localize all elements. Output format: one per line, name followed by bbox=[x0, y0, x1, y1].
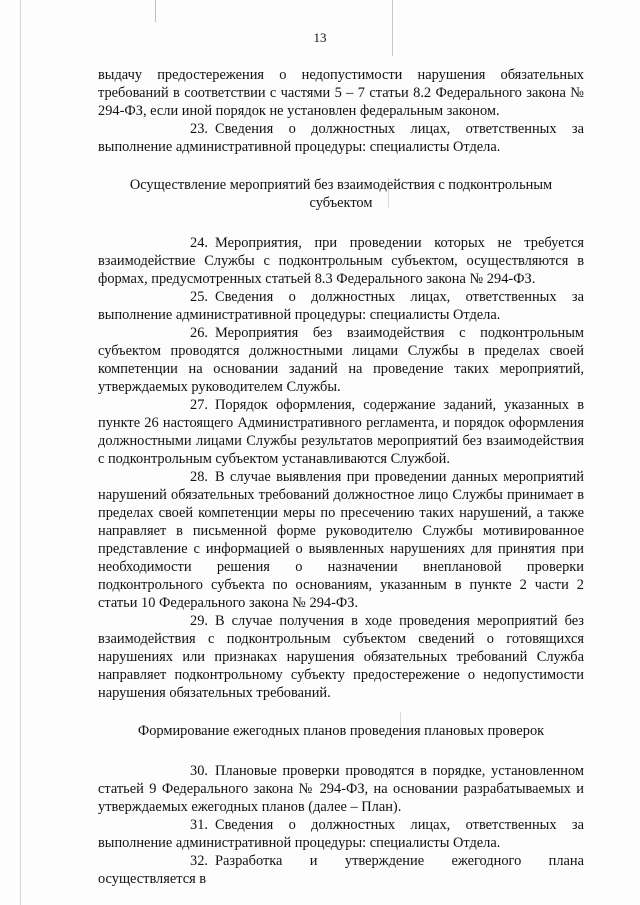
paragraph-27 bbox=[98, 396, 584, 468]
paragraph-28 bbox=[98, 468, 584, 612]
section-heading: Формирование ежегодных планов проведения плановых проверок bbox=[137, 723, 545, 739]
paragraph-text: Сведения о должностных лицах, ответственных за выполнение административной процедуры: специалисты Отдела. bbox=[98, 121, 584, 155]
paragraph-text: Мероприятия, при проведении которых не требуется взаимодействие Службы с подконтрольным субъектом, осуществляются в формах, предусмотренных статьей 8.3 Федерального закона № 294-ФЗ. bbox=[98, 235, 584, 287]
paragraph-32 bbox=[98, 852, 584, 888]
paragraph-number: 23. bbox=[190, 121, 208, 137]
paragraph-number: 31. bbox=[190, 817, 208, 833]
paragraph-number: 24. bbox=[190, 235, 208, 251]
paragraph-25 bbox=[98, 288, 584, 324]
paragraph-number: 28. bbox=[190, 469, 208, 485]
paragraph-number: 27. bbox=[190, 397, 208, 413]
paragraph-23 bbox=[98, 120, 584, 156]
continuation-paragraph bbox=[98, 66, 584, 120]
paragraph-text: выдачу предостережения о недопустимости нарушения обязательных требований в соответствии с частями 5 – 7 статьи 8.2 Федерального закона № 294-ФЗ, если иной порядок не установлен федеральным законом. bbox=[98, 67, 584, 119]
paragraph-text: В случае выявления при проведении данных мероприятий нарушений обязательных требований должностное лицо Службы принимает в пределах своей компетенции меры по пресечению таких нарушений, а также направляет в письменной форме руководителю Службы мотивированное представление с информацией о выявленных нарушениях для принятия при необходимости решения о назначении внеплановой проверки подконтрольного субъекта по основаниям, указанным в пункте 2 части 2 статьи 10 Федерального закона № 294-ФЗ. bbox=[98, 469, 584, 611]
paragraph-text: В случае получения в ходе проведения мероприятий без взаимодействия с подконтрольным субъектом сведений о готовящихся нарушениях или признаках нарушения обязательных требований Служба направляет подконтрольному субъекту предостережение о недопустимости нарушения обязательных требований. bbox=[98, 613, 584, 701]
paragraph-number: 25. bbox=[190, 289, 208, 305]
paragraph-text: Сведения о должностных лицах, ответственных за выполнение административной процедуры: специалисты Отдела. bbox=[98, 817, 584, 851]
paragraph-number: 32. bbox=[190, 853, 208, 869]
paragraph-text: Мероприятия без взаимодействия с подконтрольным субъектом проводятся должностными лицами Службы в пределах своей компетенции на основании заданий на проведение таких мероприятий, утверждаемых руководителем Службы. bbox=[98, 325, 584, 395]
paragraph-26 bbox=[98, 324, 584, 396]
scan-artifact-line bbox=[155, 0, 156, 22]
document-body bbox=[98, 66, 584, 888]
paragraph-text: Сведения о должностных лицах, ответственных за выполнение административной процедуры: специалисты Отдела. bbox=[98, 289, 584, 323]
paragraph-number: 26. bbox=[190, 325, 208, 341]
paragraph-text: Разработка и утверждение ежегодного плана осуществляется в bbox=[98, 853, 584, 887]
paragraph-30 bbox=[98, 762, 584, 816]
paragraph-number: 29. bbox=[190, 613, 208, 629]
section-heading: Осуществление мероприятий без взаимодействия с подконтрольным субъектом bbox=[129, 177, 553, 211]
paragraph-29 bbox=[98, 612, 584, 702]
page-number: 13 bbox=[313, 30, 327, 45]
paragraph-number: 30. bbox=[190, 763, 208, 779]
paragraph-31 bbox=[98, 816, 584, 852]
paragraph-text: Плановые проверки проводятся в порядке, установленном статьей 9 Федерального закона № 294-ФЗ, на основании разрабатываемых и утверждаемых ежегодных планов (далее – План). bbox=[98, 763, 584, 815]
paragraph-24 bbox=[98, 234, 584, 288]
scan-artifact-line bbox=[392, 0, 393, 56]
scan-artifact-line bbox=[20, 0, 21, 905]
paragraph-text: Порядок оформления, содержание заданий, указанных в пункте 26 настоящего Административного регламента, и порядок оформления должностными лицами Службы результатов мероприятий без взаимодействия с подконтрольным субъектом устанавливаются Службой. bbox=[98, 397, 584, 467]
